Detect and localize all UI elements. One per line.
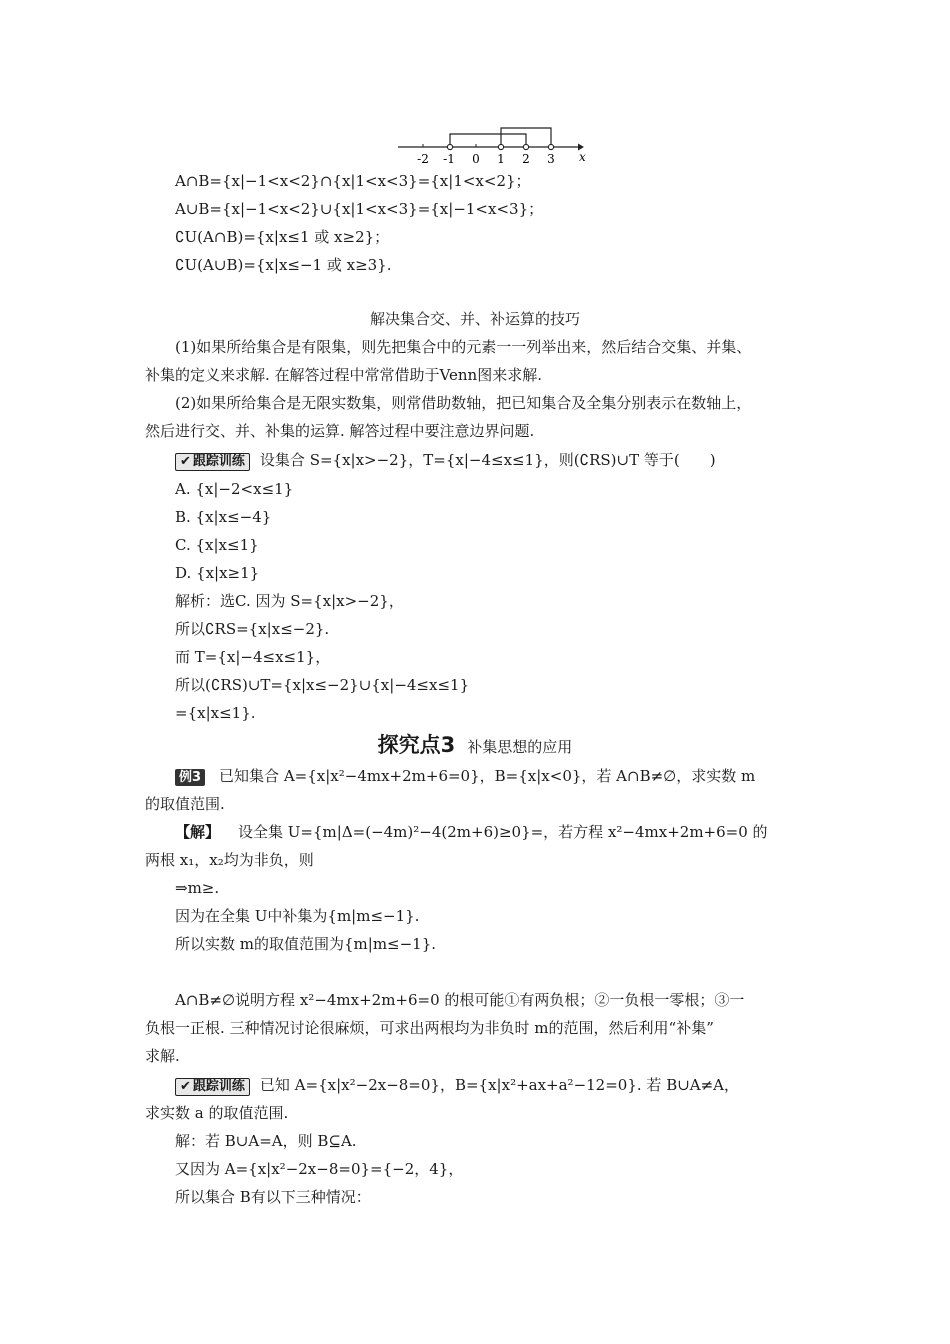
tips-paragraph-1-line-1: (1)如果所给集合是有限集，则先把集合中的元素一一列举出来，然后结合交集、并集、 — [175, 338, 752, 356]
number-line-figure — [0, 0, 950, 170]
check-icon: ✔ — [180, 454, 191, 469]
practice-badge — [175, 453, 250, 471]
example-3-solution-line-2: 两根 x₁，x₂均为非负，则 — [145, 851, 314, 869]
practice-badge-label: 跟踪训练 — [192, 454, 245, 469]
tips-heading: 解决集合交、并、补运算的技巧 — [369, 310, 580, 328]
endpoint-open-minus1 — [447, 144, 452, 149]
solution-line: 解析：选C. 因为 S={x|x>−2}， — [175, 592, 404, 610]
example-3-line-1 — [175, 765, 755, 787]
solution-line: 所以∁RS={x|x≤−2}. — [175, 620, 330, 638]
practice-2-solution-line-1: 解：若 B∪A=A，则 B⊆A. — [175, 1132, 357, 1150]
example-3-solution-line-3: ⇒m≥. — [175, 879, 220, 897]
section-3-title — [0, 729, 950, 759]
section-3-subtitle: 补集思想的应用 — [467, 738, 573, 756]
option-c: C. {x|x≤1} — [175, 536, 259, 554]
practice-2-solution-line-2: 又因为 A={x|x²−2x−8=0}={−2，4}， — [175, 1160, 464, 1178]
endpoint-open-2 — [523, 144, 528, 149]
practice-badge-label: 跟踪训练 — [192, 1079, 245, 1094]
tick-label: 2 — [522, 152, 530, 166]
solution-line: ={x|x≤1}. — [175, 704, 256, 722]
example-3-text: 已知集合 A={x|x²−4mx+2m+6=0}，B={x|x<0}，若 A∩B≠∅，求实数 m — [219, 767, 756, 785]
option-a: A. {x|−2<x≤1} — [175, 480, 294, 498]
option-b: B. {x|x≤−4} — [175, 508, 272, 526]
note-line-2: 负根一正根. 三种情况讨论很麻烦，可求出两根均为非负时 m的范围，然后利用“补集” — [145, 1019, 714, 1037]
tick-label: 3 — [547, 152, 555, 166]
note-line-1: A∩B≠∅说明方程 x²−4mx+2m+6=0 的根可能①有两负根；②一负根一零根；③一 — [175, 991, 745, 1009]
endpoint-open-1 — [498, 144, 503, 149]
tick-label: 0 — [472, 152, 480, 166]
tick-label: -2 — [417, 152, 429, 166]
solution-label: 【解】 — [175, 823, 221, 841]
endpoint-open-3 — [548, 144, 553, 149]
example-3-solution-line-1 — [175, 821, 768, 843]
intro-line-complement-union: ∁U(A∪B)={x|x≤−1 或 x≥3}. — [175, 256, 392, 274]
note-line-3: 求解. — [145, 1047, 180, 1065]
option-d: D. {x|x≥1} — [175, 564, 260, 582]
example-3-solution-line-4: 因为在全集 U中补集为{m|m≤−1}. — [175, 907, 420, 925]
intro-line-complement-intersection: ∁U(A∩B)={x|x≤1 或 x≥2}； — [175, 228, 390, 246]
solution-line: 所以(∁RS)∪T={x|x≤−2}∪{x|−4≤x≤1} — [175, 676, 470, 694]
practice-2-question: 已知 A={x|x²−2x−8=0}，B={x|x²+ax+a²−12=0}. 若 B∪A≠A， — [259, 1076, 740, 1094]
example-3-line-2: 的取值范围. — [145, 795, 225, 813]
practice-1-question: 设集合 S={x|x>−2}，T={x|−4≤x≤1}，则(∁RS)∪T 等于( ) — [259, 451, 716, 469]
tick-label: -1 — [443, 152, 455, 166]
tips-paragraph-1-line-2: 补集的定义来求解. 在解答过程中常常借助于Venn图来求解. — [145, 366, 542, 384]
tick-label: 1 — [497, 152, 505, 166]
example-badge: 例3 — [175, 769, 205, 786]
practice-1-question-line — [175, 449, 716, 471]
intro-line-union: A∪B={x|−1<x<2}∪{x|1<x<3}={x|−1<x<3}； — [175, 200, 544, 218]
interval-A-bracket — [450, 134, 526, 147]
tips-paragraph-2-line-1: (2)如果所给集合是无限实数集，则常借助数轴，把已知集合及全集分别表示在数轴上， — [175, 394, 752, 412]
practice-2-line-2: 求实数 a 的取值范围. — [145, 1104, 289, 1122]
solution-line: 而 T={x|−4≤x≤1}， — [175, 648, 331, 666]
section-3-label: 探究点3 — [377, 733, 456, 757]
intro-line-intersection: A∩B={x|−1<x<2}∩{x|1<x<3}={x|1<x<2}； — [175, 172, 531, 190]
practice-2-solution-line-3: 所以集合 B有以下三种情况： — [175, 1188, 371, 1206]
solution-text: 设全集 U={m|Δ=(−4m)²−4(2m+6)≥0}=，若方程 x²−4mx+2m+6=0 的 — [238, 823, 768, 841]
practice-badge — [175, 1078, 250, 1096]
check-icon: ✔ — [180, 1079, 191, 1094]
axis-label: x — [579, 150, 586, 164]
example-3-solution-line-5: 所以实数 m的取值范围为{m|m≤−1}. — [175, 935, 437, 953]
practice-2-line-1 — [175, 1074, 739, 1096]
tips-paragraph-2-line-2: 然后进行交、并、补集的运算. 解答过程中要注意边界问题. — [145, 422, 535, 440]
